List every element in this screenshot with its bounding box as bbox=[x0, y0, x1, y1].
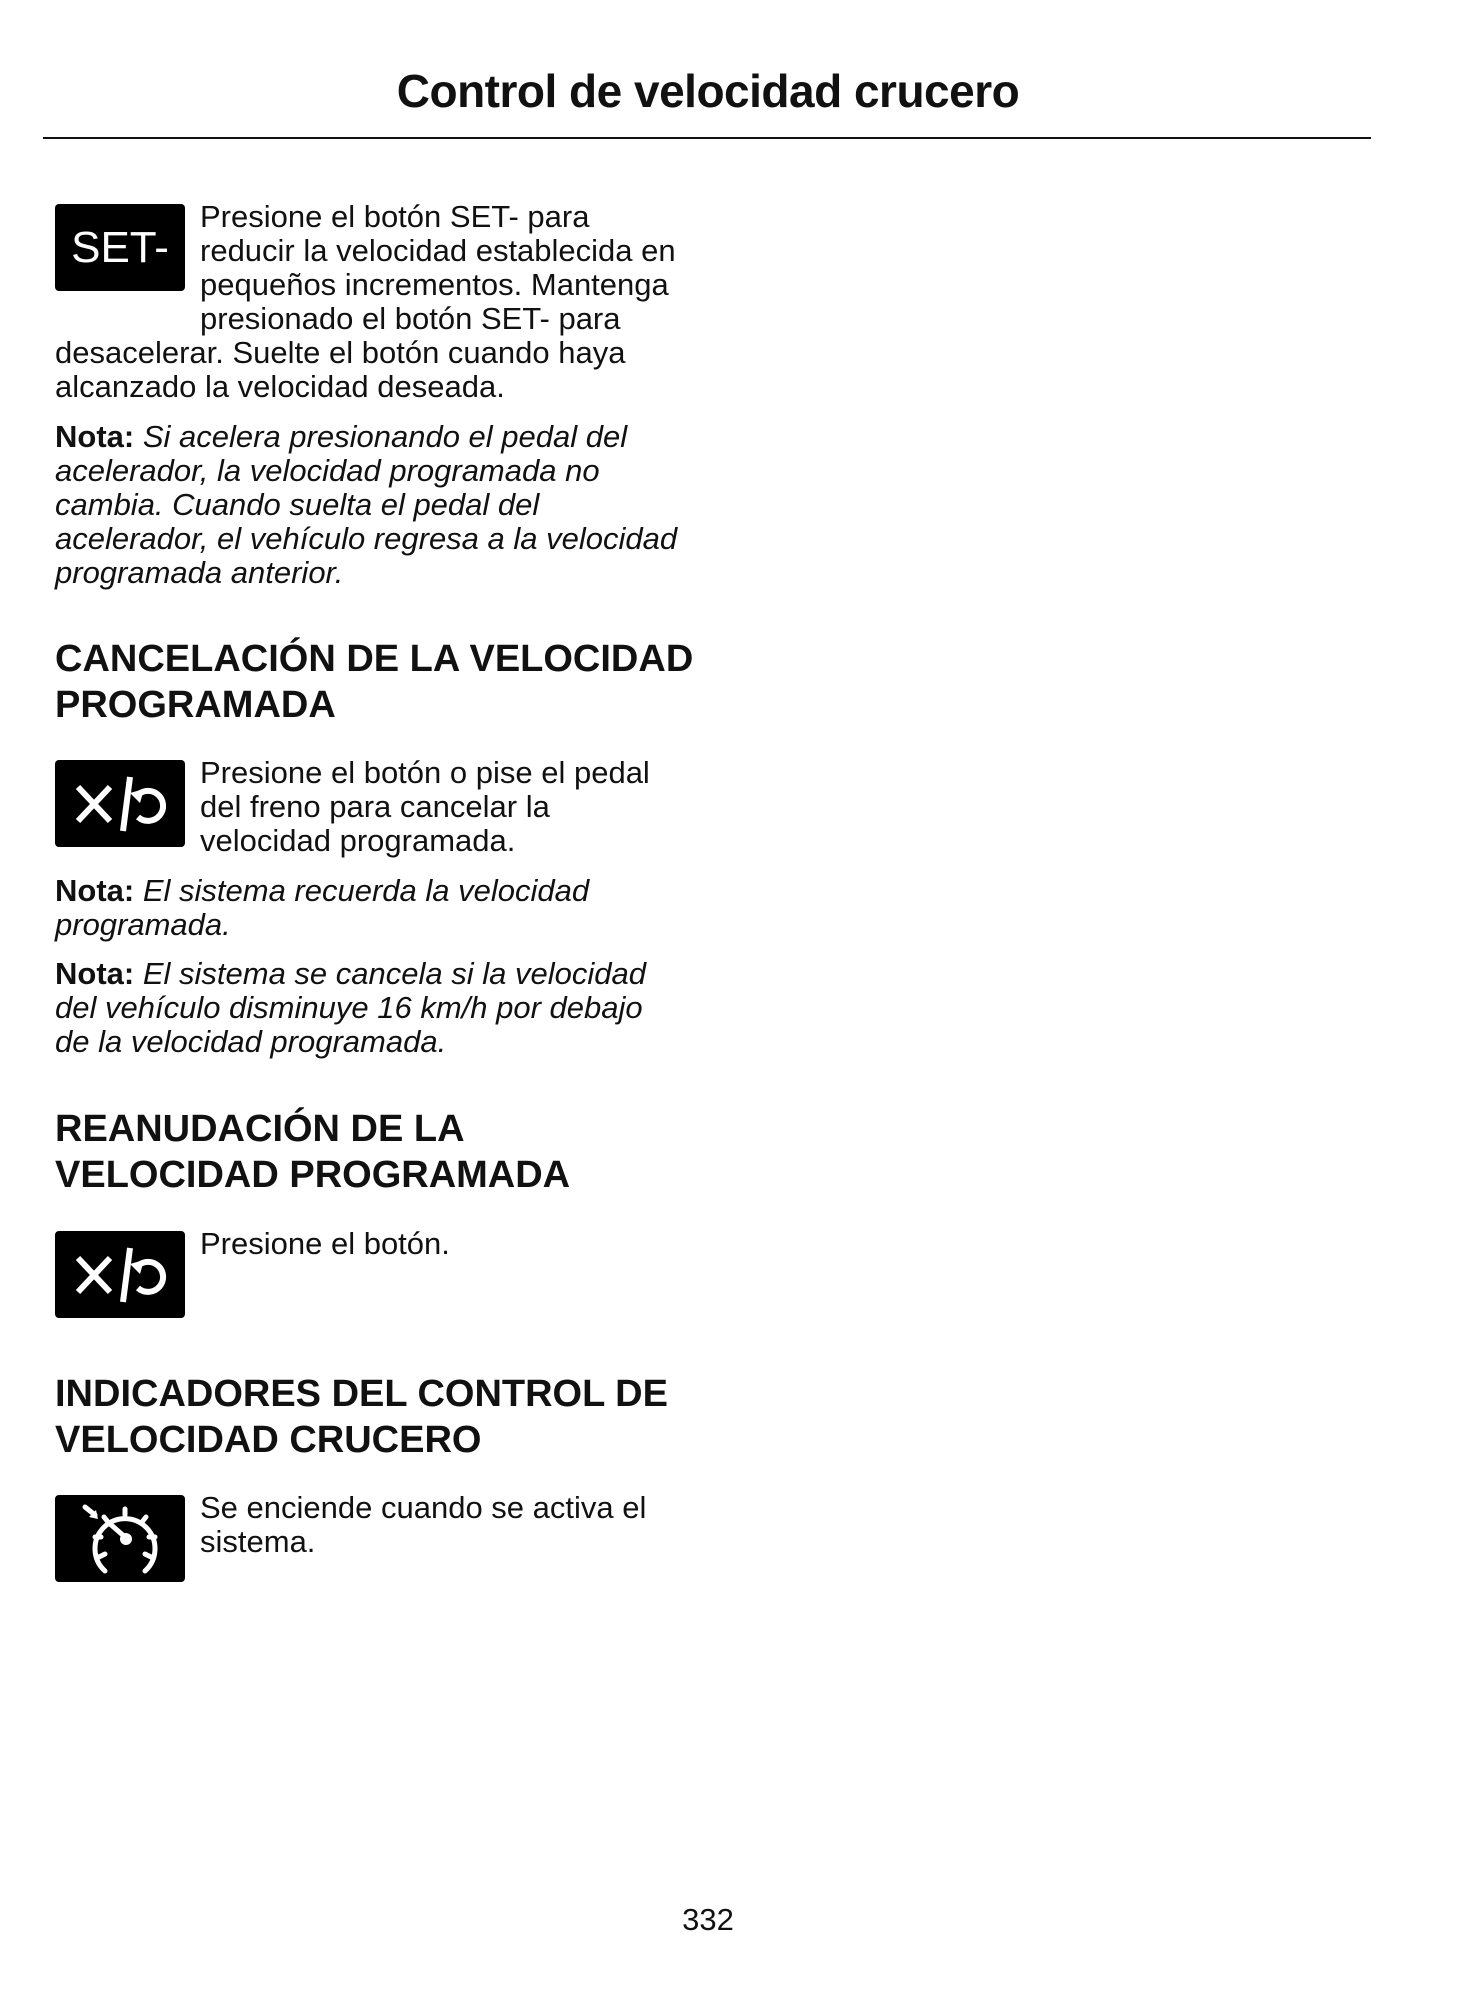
resume-instructions: Presione el botón. bbox=[200, 1226, 450, 1261]
cancel-resume-button-icon bbox=[55, 760, 185, 847]
cancel-resume-icon bbox=[70, 1240, 170, 1310]
cancel-note-2 bbox=[55, 957, 680, 1059]
cancel-resume-button-icon bbox=[55, 1231, 185, 1318]
page-title: Control de velocidad crucero bbox=[396, 65, 1020, 117]
note-text: Si acelera presionando el pedal del acelerador, la velocidad programada no cambia. Cuando suelta el pedal del acelerador, el vehículo regresa a la velocidad programada anterior. bbox=[55, 419, 678, 590]
indicator-heading: INDICADORES DEL CONTROL DE VELOCIDAD CRUCERO bbox=[55, 1373, 668, 1461]
set-minus-label: SET- bbox=[71, 222, 169, 272]
note-label: Nota: bbox=[55, 419, 135, 454]
resume-heading: REANUDACIÓN DE LA VELOCIDAD PROGRAMADA bbox=[55, 1108, 571, 1196]
page-number: 332 bbox=[682, 1902, 734, 1937]
set-instructions-text: Presione el botón SET- para reducir la velocidad establecida en pequeños incrementos. Mantenga presionado el botón SET- para desacelerar. Suelte el botón cuando haya alcanzado la velocidad deseada. bbox=[55, 199, 676, 404]
cancel-instructions: Presione el botón o pise el pedal del freno para cancelar la velocidad programada. bbox=[200, 755, 650, 858]
cancel-resume-icon bbox=[70, 769, 170, 839]
note-text: El sistema recuerda la velocidad programada. bbox=[55, 873, 590, 942]
icon-spacer bbox=[55, 200, 200, 304]
cruise-control-indicator-icon bbox=[55, 1495, 185, 1582]
note-label: Nota: bbox=[55, 873, 135, 908]
cancel-note-1 bbox=[55, 874, 680, 942]
note-text: El sistema se cancela si la velocidad del vehículo disminuye 16 km/h por debajo de la velocidad programada. bbox=[55, 956, 646, 1059]
indicator-description: Se enciende cuando se activa el sistema. bbox=[200, 1490, 647, 1559]
set-instructions bbox=[55, 200, 680, 404]
title-divider bbox=[43, 137, 1371, 139]
set-note bbox=[55, 420, 680, 590]
note-label: Nota: bbox=[55, 956, 135, 991]
speedometer-icon bbox=[65, 1499, 175, 1579]
cancel-heading: CANCELACIÓN DE LA VELOCIDAD PROGRAMADA bbox=[55, 638, 694, 726]
